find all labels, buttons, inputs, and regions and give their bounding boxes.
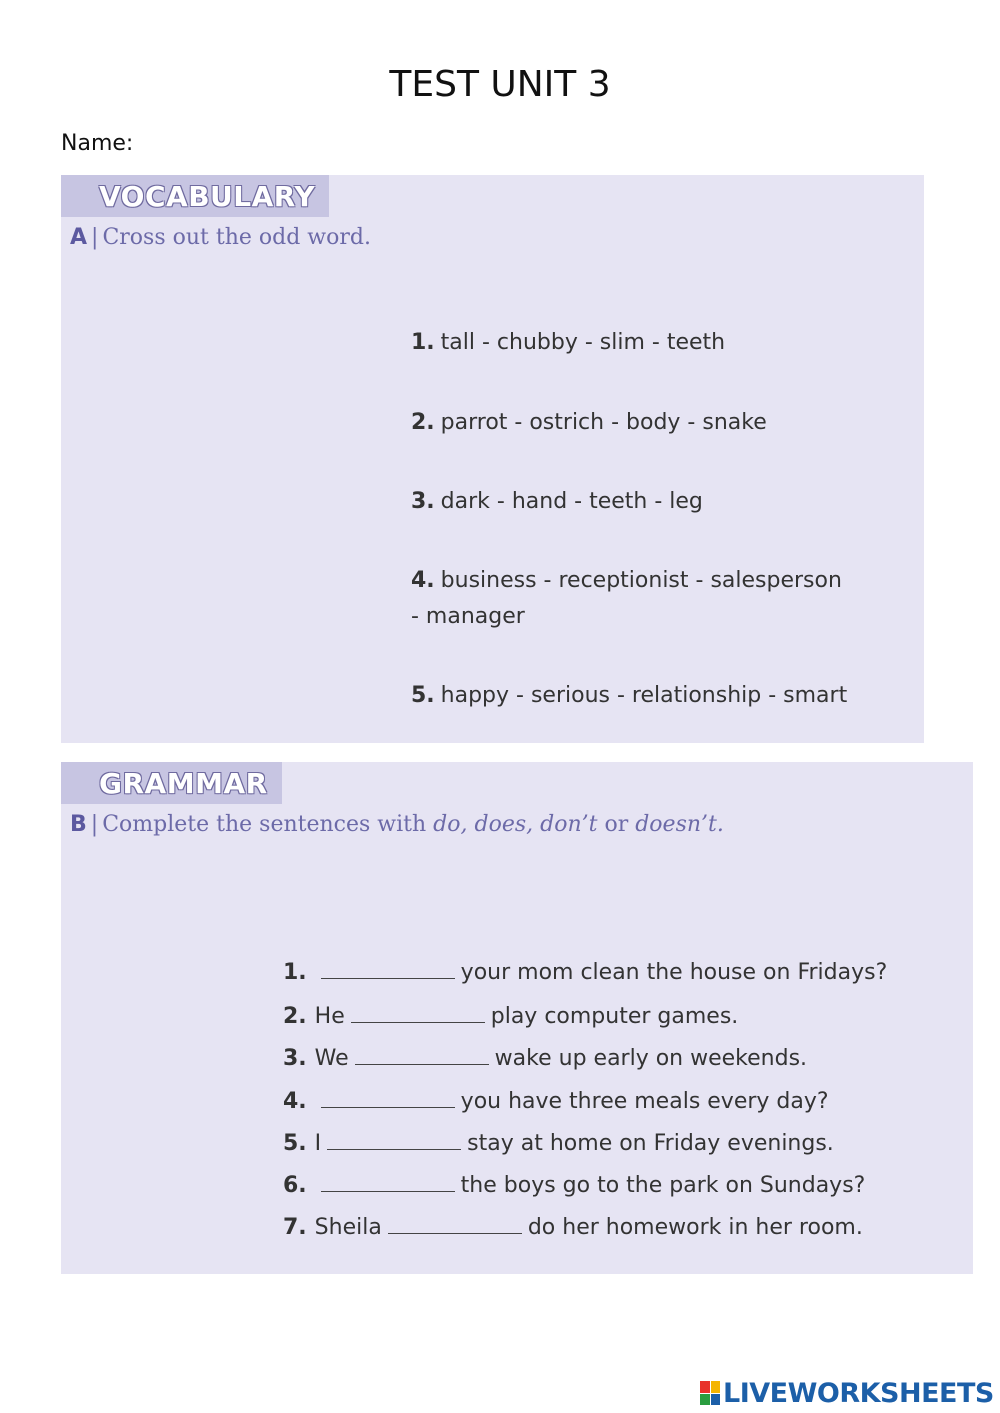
vocab-item-text[interactable]: business - receptionist - salesperson - manager [411, 568, 842, 629]
liveworksheets-logo[interactable] [700, 1378, 994, 1408]
answer-blank-2[interactable] [351, 1002, 485, 1023]
vocab-item-text[interactable]: tall - chubby - slim - teeth [440, 330, 726, 355]
vocab-item-3: 3. dark - hand - teeth - leg [411, 489, 703, 514]
exercise-letter-b: B [70, 812, 87, 837]
answer-blank-6[interactable] [321, 1171, 455, 1192]
grammar-header: GRAMMAR [61, 762, 282, 804]
vocab-item-text[interactable]: parrot - ostrich - body - snake [440, 410, 767, 435]
vocabulary-header: VOCABULARY [61, 175, 329, 217]
vocab-item-2: 2. parrot - ostrich - body - snake [411, 410, 767, 435]
answer-blank-4[interactable] [321, 1087, 455, 1108]
grammar-item-7: 7. Sheila do her homework in her room. [283, 1215, 863, 1240]
vocabulary-instruction: A | Cross out the odd word. [70, 225, 371, 250]
liveworksheets-logo-text: LIVEWORKSHEETS [723, 1377, 994, 1409]
grammar-item-4: 4. you have three meals every day? [283, 1089, 829, 1114]
vocab-item-1: 1. tall - chubby - slim - teeth [411, 330, 726, 355]
grammar-item-1: 1. your mom clean the house on Fridays? [283, 960, 888, 985]
vocab-item-text[interactable]: dark - hand - teeth - leg [440, 489, 703, 514]
answer-blank-5[interactable] [327, 1129, 461, 1150]
exercise-letter-a: A [70, 225, 88, 250]
grammar-instruction: B | Complete the sentences with do, does, don’t or doesn’t. [70, 812, 724, 837]
vocabulary-instruction-text: Cross out the odd word. [102, 225, 371, 250]
vocab-item-4: 4. business - receptionist - salesperson - manager [411, 568, 842, 629]
vocab-item-5: 5. happy - serious - relationship - smart [411, 683, 848, 708]
grammar-item-5: 5. I stay at home on Friday evenings. [283, 1131, 834, 1156]
grammar-item-3: 3. We wake up early on weekends. [283, 1046, 808, 1071]
liveworksheets-logo-icon [700, 1381, 720, 1405]
grammar-item-6: 6. the boys go to the park on Sundays? [283, 1173, 866, 1198]
grammar-item-2: 2. He play computer games. [283, 1004, 739, 1029]
answer-blank-3[interactable] [355, 1044, 489, 1065]
name-label: Name: [61, 131, 134, 156]
vocab-item-text[interactable]: happy - serious - relationship - smart [440, 683, 848, 708]
answer-blank-1[interactable] [321, 958, 455, 979]
answer-blank-7[interactable] [388, 1213, 522, 1234]
grammar-section [61, 762, 973, 1274]
vocabulary-section [61, 175, 924, 743]
page-title: TEST UNIT 3 [389, 64, 611, 105]
